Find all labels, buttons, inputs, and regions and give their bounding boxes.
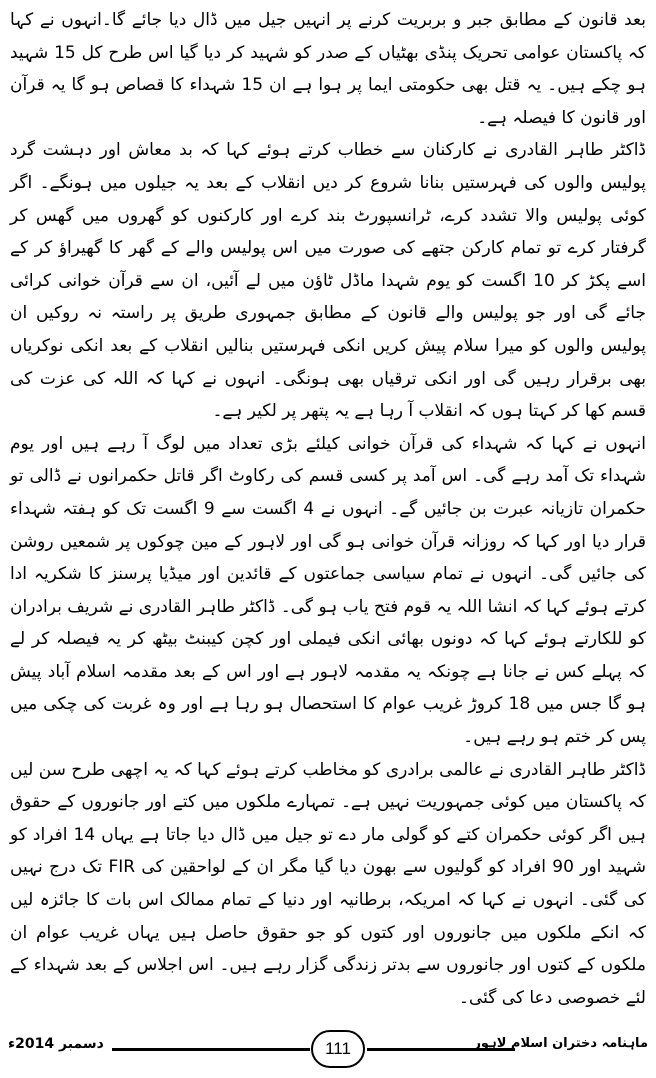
paragraph-4: ڈاکٹر طاہر القادری نے عالمی برادری کو مخاطب کرتے ہوئے کہا کہ یہ اچھی طرح سن لیں کہ پاکستان میں کوئی جمہوریت نہیں ہے۔ تمہارے ملکوں میں کتے اور جانوروں کے حقوق ہیں اگر کوئی حکمران کتے کو گولی مار دے تو جیل میں ڈال دیا جاتا ہے یہاں 14 افراد کو شہید اور 90 افراد کو گولیوں سے بھون دیا گیا مگر ان کے لواحقین کی FIR تک درج نہیں کی گئی۔ انہوں نے کہا کہ امریکہ، برطانیہ اور دنیا کے تمام ممالک اس بات کا جائزہ لیں کہ انکے ملکوں میں جانوروں اور کتوں کو جو حقوق حاصل ہیں یہاں غریب عوام ان ملکوں کے کتوں اور جانوروں سے بدتر زندگی گزار رہے ہیں۔ اس اجلاس کے بعد شہداء کے لئے خصوصی دعا کی گئی۔ — [10, 759, 646, 1008]
paragraph-3: انہوں نے کہا کہ شہداء کی قرآن خوانی کیلئے بڑی تعداد میں لوگ آ رہے ہیں اور یوم شہداء تک آمد رہے گی۔ اس آمد پر کسی قسم کی رکاوٹ اگر قاتل حکمرانوں نے ڈالی تو حکمران تازیانہ عبرت بن جائیں گے۔ انہوں نے 4 اگست سے 9 اگست تک کو ہفتہ شہداء قرار دیا اور کہا کہ روزانہ قرآن خوانی ہو گی اور لاہور کے مین چوکوں پر شمعیں روشن کی جائیں گی۔ انہوں نے تمام سیاسی جماعتوں کے قائدین اور میڈیا پرسنز کا شکریہ ادا کرتے ہوئے کہا کہ انشا اللہ یہ قوم فتح یاب ہو گی۔ ڈاکٹر طاہر القادری نے شریف برادران کو للکارتے ہوئے کہا کہ دونوں بھائی انکی فیملی اور کچن کیبنٹ بیٹھ کر یہ فیصلہ کر لے کہ پہلے کس نے جانا ہے چونکہ یہ مقدمہ لاہور ہے اور اس کے بعد مقدمہ اسلام آباد پیش ہو گا جس میں 18 کروڑ غریب عوام کا استحصال ہو رہا ہے اور وہ غربت کی چکی میں پس کر ختم ہو رہے ہیں۔ — [10, 433, 646, 748]
article-body — [10, 4, 646, 1014]
magazine-name: ماہنامہ دختران اسلام لاہور — [473, 1036, 648, 1051]
paragraph-1: بعد قانون کے مطابق جبر و بربریت کرنے پر انہیں جیل میں ڈال دیا جائے گا۔انہوں نے کہا کہ پاکستان عوامی تحریک پنڈی بھٹیاں کے صدر کو شہید کر دیا گیا اس طرح کل 15 شہید ہو چکے ہیں۔ یہ قتل بھی حکومتی ایما پر ہوا ہے ان 15 شہداء کا قصاص ہو گا یہ قرآن اور قانون کا فیصلہ ہے۔ — [10, 10, 646, 128]
page-footer — [0, 1024, 656, 1074]
issue-date: دسمبر 2014ء — [8, 1036, 104, 1052]
page-number: 111 — [311, 1030, 365, 1068]
footer-rule-left — [112, 1048, 310, 1051]
paragraph-2: ڈاکٹر طاہر القادری نے کارکنان سے خطاب کرتے ہوئے کہا کہ بد معاش اور دہشت گرد پولیس والوں کی فہرستیں بنانا شروع کر دیں انقلاب کے بعد یہ جیلوں میں ہونگے۔ اگر کوئی پولیس والا تشدد کرے، ٹرانسپورٹ بند کرے اور کارکنوں کو گھروں میں گھس کر گرفتار کرے تو تمام کارکن جتھے کی صورت میں اس پولیس والے کے گھر کا گھیراؤ کر کے اسے پکڑ کر 10 اگست کو یوم شہدا ماڈل ٹاؤن میں لے آئیں، ان سے قرآن خوانی کرائی جائے گی اور جو پولیس والے قانون کے مطابق جمہوری طریق پر راستہ نہ روکیں ان پولیس والوں کو میرا سلام پیش کریں انکی فہرستیں بنالیں انقلاب کے بعد انکی نوکریاں بھی برقرار رہیں گی اور انکی ترقیاں بھی ہونگی۔ انہوں نے کہا کہ اللہ کی عزت کی قسم کھا کر کہتا ہوں کہ انقلاب آ رہا ہے یہ پتھر پر لکیر ہے۔ — [10, 140, 647, 422]
